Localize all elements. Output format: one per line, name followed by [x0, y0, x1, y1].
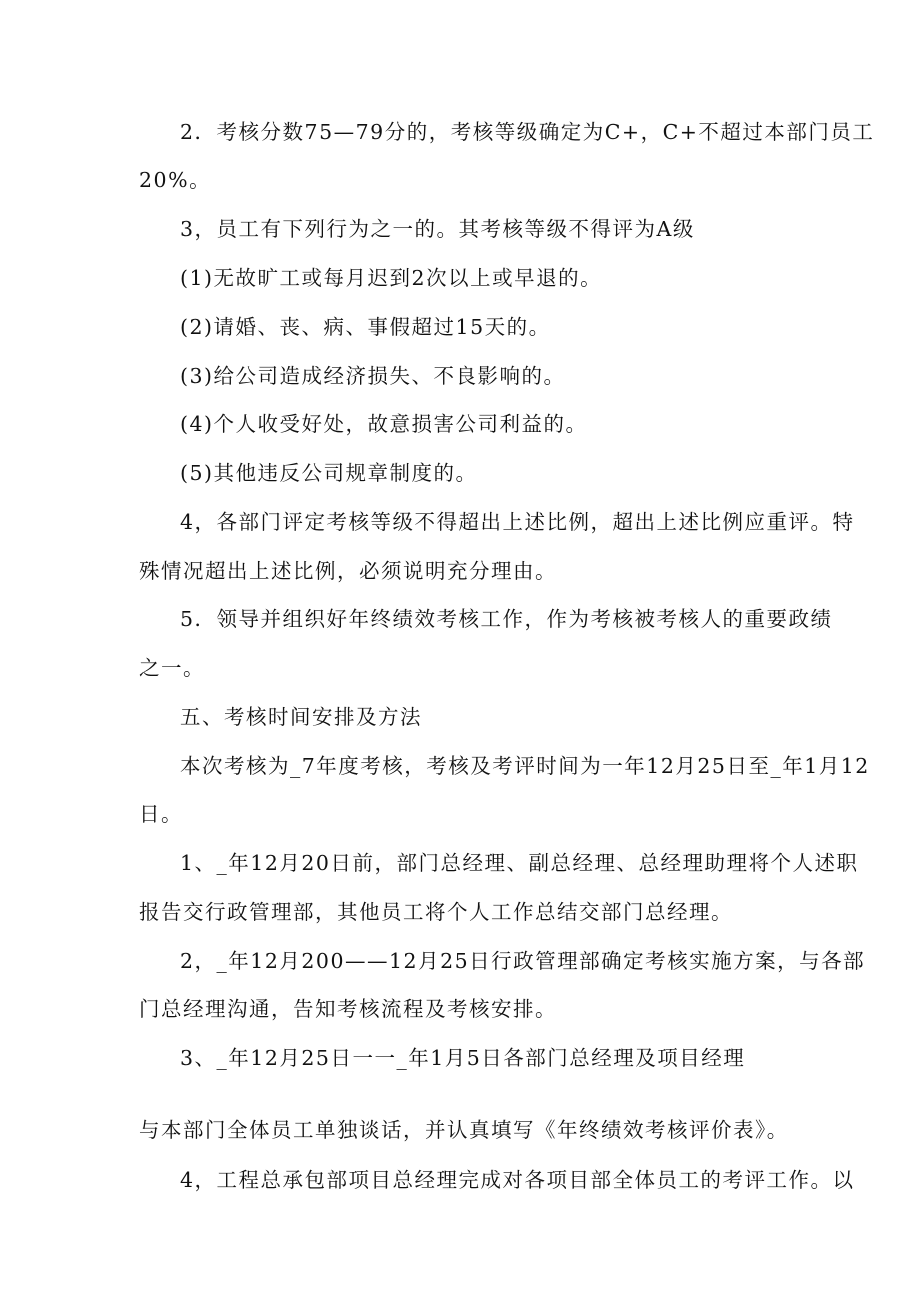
paragraph-line: 与本部门全体员工单独谈话，并认真填写《年终绩效考核评价表》。	[139, 1118, 789, 1142]
section-heading: 五、考核时间安排及方法	[180, 705, 422, 729]
list-item: (5)其他违反公司规章制度的。	[180, 461, 478, 485]
paragraph-line: 日。	[139, 802, 183, 826]
paragraph-line: 2．考核分数75—79分的，考核等级确定为C+，C+不超过本部门员工	[180, 120, 875, 144]
paragraph-line: 报告交行政管理部，其他员工将个人工作总结交部门总经理。	[139, 900, 733, 924]
paragraph-line: 本次考核为_7年度考核，考核及考评时间为一年12月25日至_年1月12	[180, 754, 870, 778]
paragraph-line: 之一。	[139, 656, 205, 680]
list-item: (4)个人收受好处，故意损害公司利益的。	[180, 412, 588, 436]
list-item: (1)无故旷工或每月迟到2次以上或早退的。	[180, 266, 603, 290]
paragraph-line: 4，各部门评定考核等级不得超出上述比例，超出上述比例应重评。特	[180, 510, 855, 534]
paragraph-line: 2，_年12月200——12月25日行政管理部确定考核实施方案，与各部	[180, 949, 866, 973]
paragraph-line: 4，工程总承包部项目总经理完成对各项目部全体员工的考评工作。以	[180, 1168, 855, 1192]
list-item: (2)请婚、丧、病、事假超过15天的。	[180, 315, 551, 339]
list-item: (3)给公司造成经济损失、不良影响的。	[180, 364, 566, 388]
paragraph-line: 5．领导并组织好年终绩效考核工作，作为考核被考核人的重要政绩	[180, 607, 833, 631]
paragraph-line: 3、_年12月25日一一_年1月5日各部门总经理及项目经理	[180, 1046, 746, 1070]
paragraph-line: 3，员工有下列行为之一的。其考核等级不得评为A级	[180, 217, 695, 241]
paragraph-line: 殊情况超出上述比例，必须说明充分理由。	[139, 559, 557, 583]
paragraph-line: 门总经理沟通，告知考核流程及考核安排。	[139, 997, 557, 1021]
paragraph-line: 20%。	[139, 168, 212, 192]
paragraph-line: 1、_年12月20日前，部门总经理、副总经理、总经理助理将个人述职	[180, 851, 859, 875]
